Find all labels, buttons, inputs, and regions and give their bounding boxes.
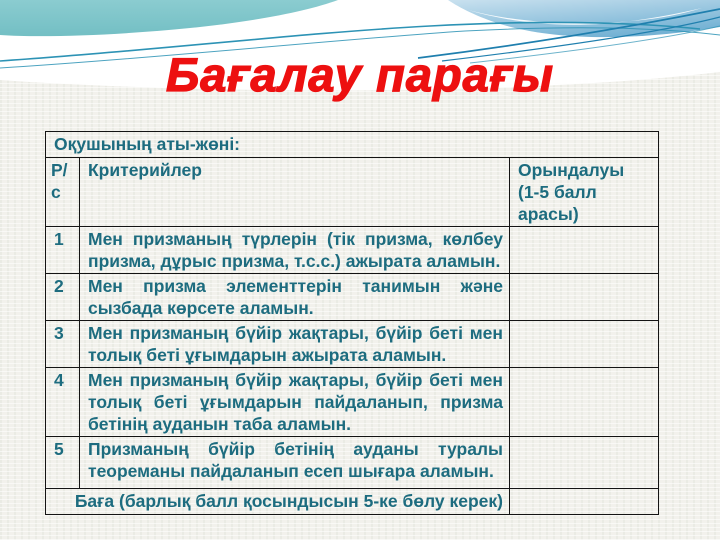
criterion-text: Мен призманың бүйір жақтары, бүйір беті мен толық беті ұғымдарын пайдаланып, призма бетінің ауданын таба аламын. <box>80 368 510 437</box>
row-number: 2 <box>46 274 80 321</box>
header-score-line1: Орындалуы <box>518 160 625 180</box>
score-cell <box>510 321 659 368</box>
header-criteria: Критерийлер <box>80 158 510 227</box>
grade-score-cell <box>510 489 659 515</box>
row-number: 1 <box>46 227 80 274</box>
student-name-label: Оқушының аты-жөні: <box>46 132 659 158</box>
student-name-row <box>46 132 659 158</box>
score-cell <box>510 437 659 489</box>
table-row <box>46 368 659 437</box>
row-number: 4 <box>46 368 80 437</box>
table-row <box>46 227 659 274</box>
table-row <box>46 274 659 321</box>
grade-label: Баға (барлық балл қосындысын 5-ке бөлу керек) <box>46 489 510 515</box>
table-row <box>46 321 659 368</box>
page-title: Бағалау парағы <box>165 48 555 101</box>
row-number: 5 <box>46 437 80 489</box>
row-number: 3 <box>46 321 80 368</box>
score-cell <box>510 227 659 274</box>
criterion-text: Призманың бүйір бетінің ауданы туралы теореманы пайдаланып есеп шығара аламын. <box>80 437 510 489</box>
header-number: Р/с <box>46 158 80 227</box>
score-cell <box>510 368 659 437</box>
header-score <box>510 158 659 227</box>
table-row <box>46 437 659 489</box>
criterion-text: Мен призма элементтерін танимын және сызбада көрсете аламын. <box>80 274 510 321</box>
grade-row <box>46 489 659 515</box>
evaluation-table <box>45 131 659 515</box>
criterion-text: Мен призманың түрлерін (тік призма, көлбеу призма, дұрыс призма, т.с.с.) ажырата аламын. <box>80 227 510 274</box>
table-header-row <box>46 158 659 227</box>
criterion-text: Мен призманың бүйір жақтары, бүйір беті мен толық беті ұғымдарын ажырата аламын. <box>80 321 510 368</box>
header-score-line2: (1-5 балл арасы) <box>518 182 597 224</box>
score-cell <box>510 274 659 321</box>
